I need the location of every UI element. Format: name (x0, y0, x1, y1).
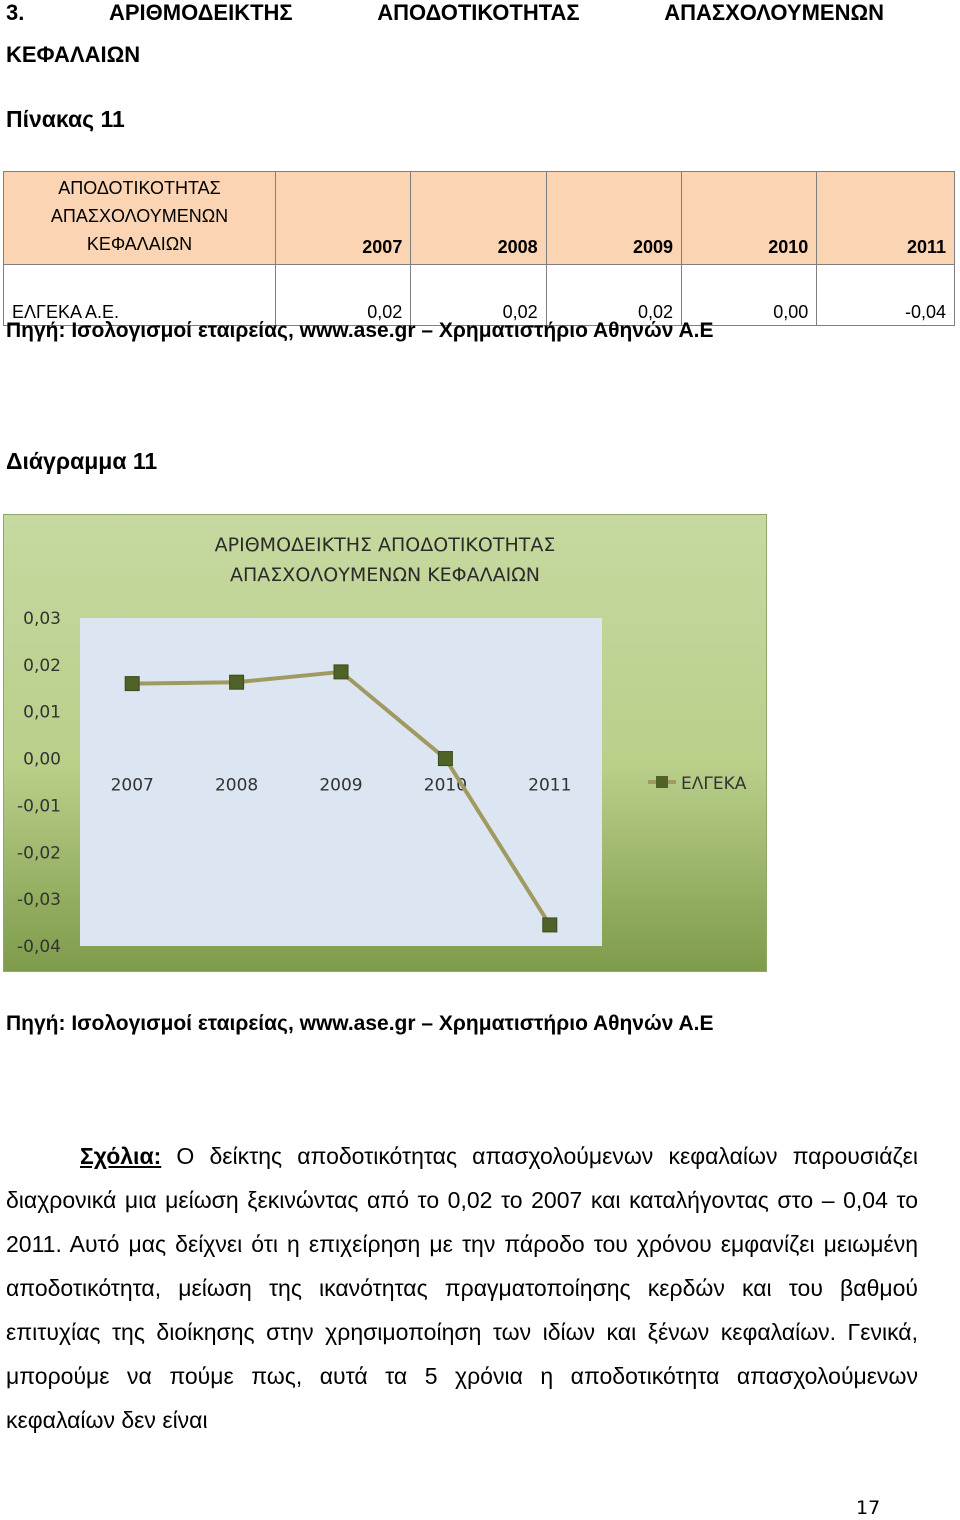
heading-word-2: ΑΠΟΔΟΤΙΚΟΤΗΤΑΣ (377, 0, 580, 25)
header-label-line: ΑΠΑΣΧΟΛΟΥΜΕΝΩΝ (50, 206, 229, 226)
x-tick-label: 2008 (214, 775, 259, 796)
x-tick-label: 2007 (110, 775, 154, 796)
data-point-marker (125, 677, 139, 691)
heading-line-2: ΚΕΦΑΛΑΙΩΝ (6, 42, 141, 67)
y-tick-label: 0,01 (23, 702, 61, 723)
year-header: 2010 (681, 172, 816, 265)
chart-title-line: ΑΠΑΣΧΟΛΟΥΜΕΝΩΝ ΚΕΦΑΛΑΙΩΝ (230, 564, 540, 586)
y-tick-label: -0,01 (17, 796, 61, 817)
table-caption: Πίνακας 11 (6, 106, 125, 132)
data-point-marker (438, 752, 452, 766)
year-header: 2009 (546, 172, 681, 265)
comment-paragraph (6, 1134, 918, 1442)
heading-number: 3. (6, 0, 25, 25)
page-number: 17 (856, 1497, 881, 1519)
data-point-marker (230, 675, 244, 689)
comment-text: Ο δείκτης αποδοτικότητας απασχολούμενων κεφαλαίων παρουσιάζει διαχρονικά μια μείωση ξεκινώντας από το 0,02 το 2007 και καταλήγοντας στο – 0,04 το 2011. Αυτό μας δείχνει ότι η επιχείρηση με την πάροδο του χρόνου εμφανίζει μειωμένη αποδοτικότητα, μείωση της ικανότητας πραγματοποίησης κερδών και του βαθμού επιτυχίας της διοίκησης στην χρησιμοποίηση των ιδίων και ξένων κεφαλαίων. Γενικά, μπορούμε να πούμε πως, αυτά τα 5 χρόνια η αποδοτικότητα απασχολούμενων κεφαλαίων δεν είναι (6, 1143, 918, 1433)
y-tick-label: -0,02 (17, 843, 61, 864)
chart-source: Πηγή: Ισολογισμοί εταιρείας, www.ase.gr – Χρηματιστήριο Αθηνών Α.Ε (6, 1012, 714, 1035)
x-tick-label: 2010 (423, 775, 468, 796)
heading-word-1: ΑΡΙΘΜΟΔΕΙΚΤΗΣ (108, 0, 293, 25)
ratio-value: 0,02 (546, 265, 681, 326)
legend-label: ΕΛΓΕΚΑ (681, 774, 747, 794)
ratio-value: 0,00 (681, 265, 816, 326)
heading-word-3: ΑΠΑΣΧΟΛΟΥΜΕΝΩΝ (664, 0, 884, 25)
data-point-marker (543, 918, 557, 932)
ratio-value: 0,02 (411, 265, 546, 326)
diagram-caption: Διάγραμμα 11 (6, 448, 158, 474)
header-label-line: ΚΕΦΑΛΑΙΩΝ (86, 234, 193, 254)
y-tick-label: 0,02 (23, 655, 61, 676)
x-tick-label: 2011 (528, 775, 572, 796)
ratio-value: 0,02 (276, 265, 411, 326)
comment-label: Σχόλια: (80, 1143, 162, 1169)
table-source: Πηγή: Ισολογισμοί εταιρείας, www.ase.gr – Χρηματιστήριο Αθηνών Α.Ε (6, 319, 714, 342)
year-header: 2008 (411, 172, 546, 265)
data-point-marker (334, 665, 348, 679)
chart-title-line: ΑΡΙΘΜΟΔΕΙΚΤΗΣ ΑΠΟΔΟΤΙΚΟΤΗΤΑΣ (214, 534, 556, 556)
company-label: ΕΛΓΕΚΑ Α.Ε. (4, 265, 276, 326)
ratio-value: -0,04 (817, 265, 955, 326)
y-tick-label: 0,03 (23, 609, 61, 629)
y-tick-label: 0,00 (23, 749, 61, 770)
x-tick-label: 2009 (319, 775, 363, 796)
year-header: 2007 (276, 172, 411, 265)
legend-marker (656, 776, 668, 788)
header-label-line: ΑΠΟΔΟΤΙΚΟΤΗΤΑΣ (58, 178, 221, 198)
y-tick-label: -0,03 (17, 890, 61, 911)
y-tick-label: -0,04 (17, 937, 61, 957)
year-header: 2011 (817, 172, 955, 265)
